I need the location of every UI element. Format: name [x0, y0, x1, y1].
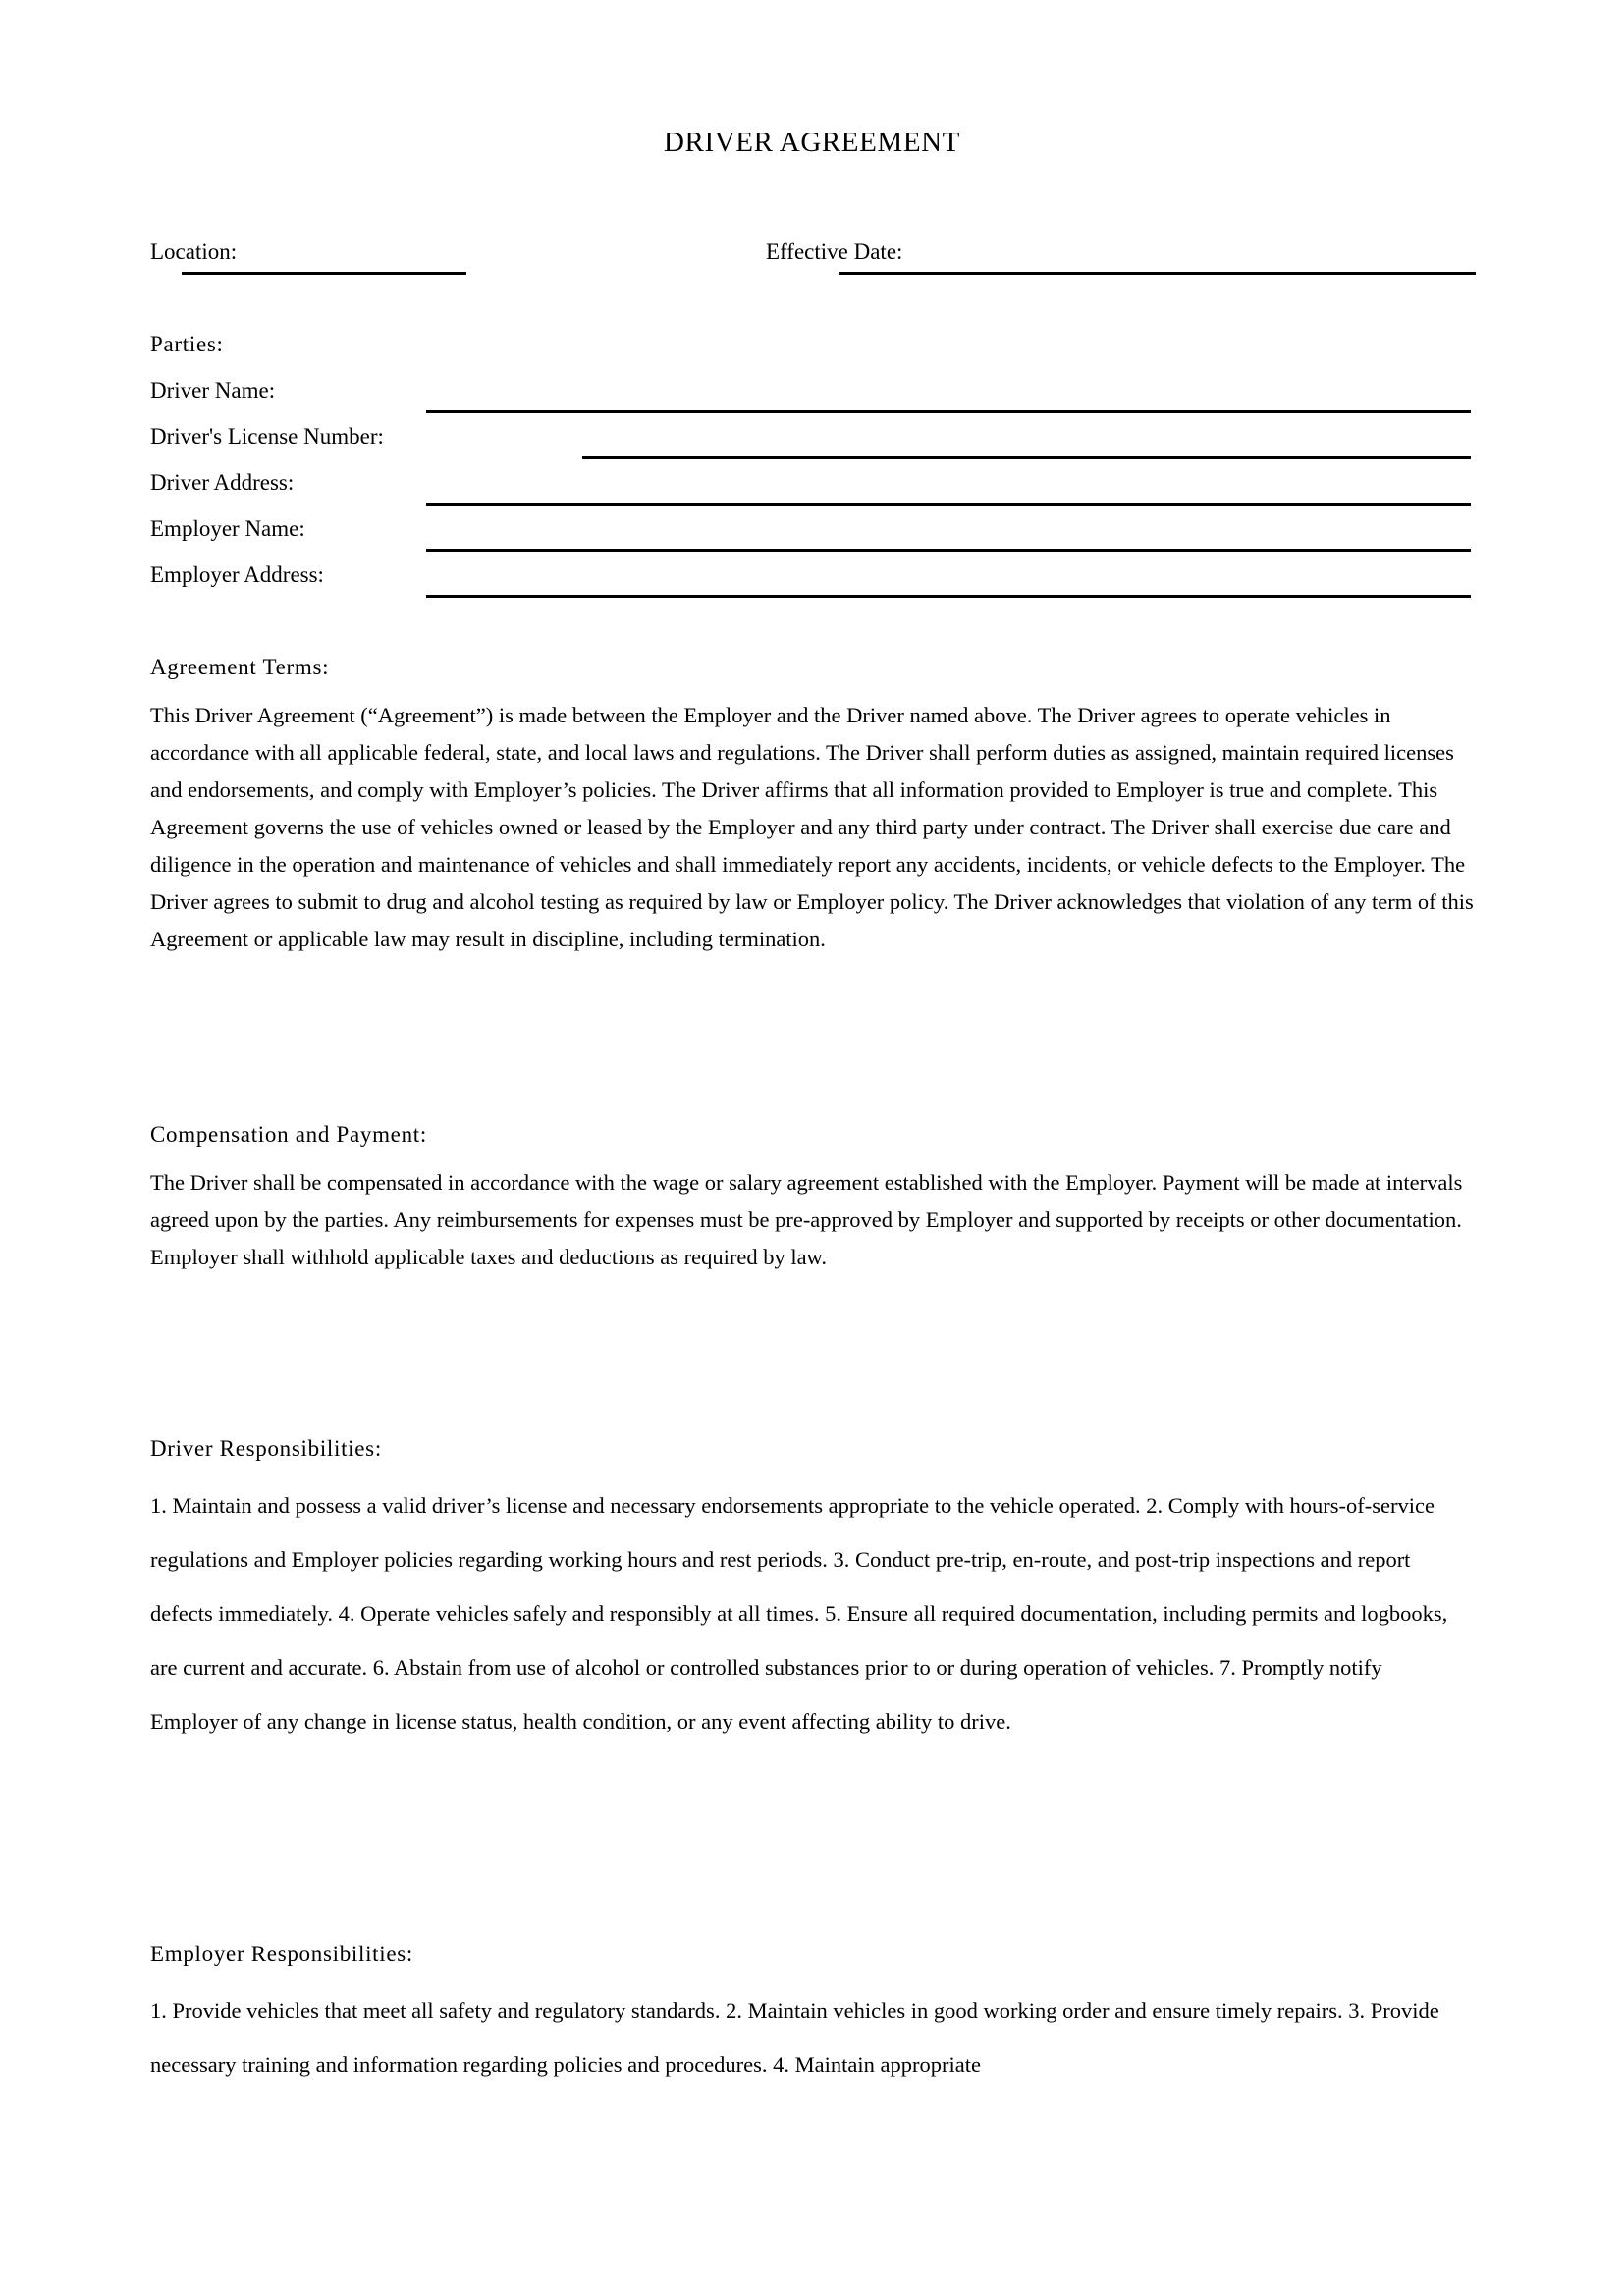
section-employer-responsibilities [150, 1941, 1474, 2092]
driver-responsibilities-body: 1. Maintain and possess a valid driver’s license and necessary endorsements appropriate to the vehicle operated. 2. Comply with hours-of-service regulations and Employer policies regarding working hours and rest periods. 3. Conduct pre-trip, en-route, and post-trip inspections and report defects immediately. 4. Operate vehicles safely and responsibly at all times. 5. Ensure all required documentation, including permits and logbooks, are current and accurate. 6. Abstain from use of alcohol or controlled substances prior to or during operation of vehicles. 7. Promptly notify Employer of any change in license status, health condition, or any event affecting ability to drive. [150, 1493, 1448, 1734]
driver-address-input-rule[interactable] [426, 503, 1471, 506]
parties-heading: Parties: [150, 332, 224, 356]
effective-date-input-rule[interactable] [839, 272, 1476, 275]
employer-responsibilities-body: 1. Provide vehicles that meet all safety and regulatory standards. 2. Maintain vehicles in good working order and ensure timely repairs. 3. Provide necessary training and information regarding policies and procedures. 4. Maintain appropriate [150, 1999, 1439, 2077]
employer-name-input-rule[interactable] [426, 549, 1471, 552]
section-driver-responsibilities [150, 1435, 1474, 1748]
field-row-driver-address [150, 469, 1471, 515]
driver-name-label: Driver Name: [150, 378, 276, 402]
employer-address-input-rule[interactable] [426, 595, 1471, 598]
agreement-terms-heading: Agreement Terms: [150, 655, 330, 679]
section-compensation-and-payment [150, 1121, 1474, 1276]
parties-field-list [150, 377, 1471, 608]
header-field-row [150, 239, 1476, 276]
compensation-and-payment-body: The Driver shall be compensated in accordance with the wage or salary agreement established with the Employer. Payment will be made at intervals agreed upon by the parties. Any reimbursements for expenses must be pre-approved by Employer and supported by receipts or other documentation. Employer shall withhold applicable taxes and deductions as required by law. [150, 1170, 1463, 1269]
page-title: DRIVER AGREEMENT [663, 127, 960, 158]
effective-date-label: Effective Date: [766, 240, 903, 264]
field-row-drivers-license-number [150, 423, 1471, 469]
driver-address-label: Driver Address: [150, 470, 295, 495]
driver-name-input-rule[interactable] [426, 410, 1471, 413]
driver-responsibilities-heading: Driver Responsibilities: [150, 1436, 382, 1461]
compensation-and-payment-heading: Compensation and Payment: [150, 1122, 427, 1147]
section-agreement-terms [150, 654, 1474, 958]
drivers-license-number-input-rule[interactable] [582, 456, 1471, 459]
employer-address-label: Employer Address: [150, 562, 324, 587]
field-row-driver-name [150, 377, 1471, 423]
agreement-terms-body: This Driver Agreement (“Agreement”) is made between the Employer and the Driver named above. The Driver agrees to operate vehicles in accordance with all applicable federal, state, and local laws and regulations. The Driver shall perform duties as assigned, maintain required licenses and endorsements, and comply with Employer’s policies. The Driver affirms that all information provided to Employer is true and complete. This Agreement governs the use of vehicles owned or leased by the Employer and any third party under contract. The Driver shall exercise due care and diligence in the operation and maintenance of vehicles and shall immediately report any accidents, incidents, or vehicle defects to the Employer. The Driver agrees to submit to drug and alcohol testing as required by law or Employer policy. The Driver acknowledges that violation of any term of this Agreement or applicable law may result in discipline, including termination. [150, 703, 1474, 951]
location-label: Location: [150, 240, 238, 264]
employer-responsibilities-heading: Employer Responsibilities: [150, 1942, 413, 1966]
drivers-license-number-label: Driver's License Number: [150, 424, 384, 449]
employer-name-label: Employer Name: [150, 516, 305, 541]
field-row-employer-address [150, 561, 1471, 608]
field-row-employer-name [150, 515, 1471, 561]
location-input-rule[interactable] [182, 272, 466, 275]
